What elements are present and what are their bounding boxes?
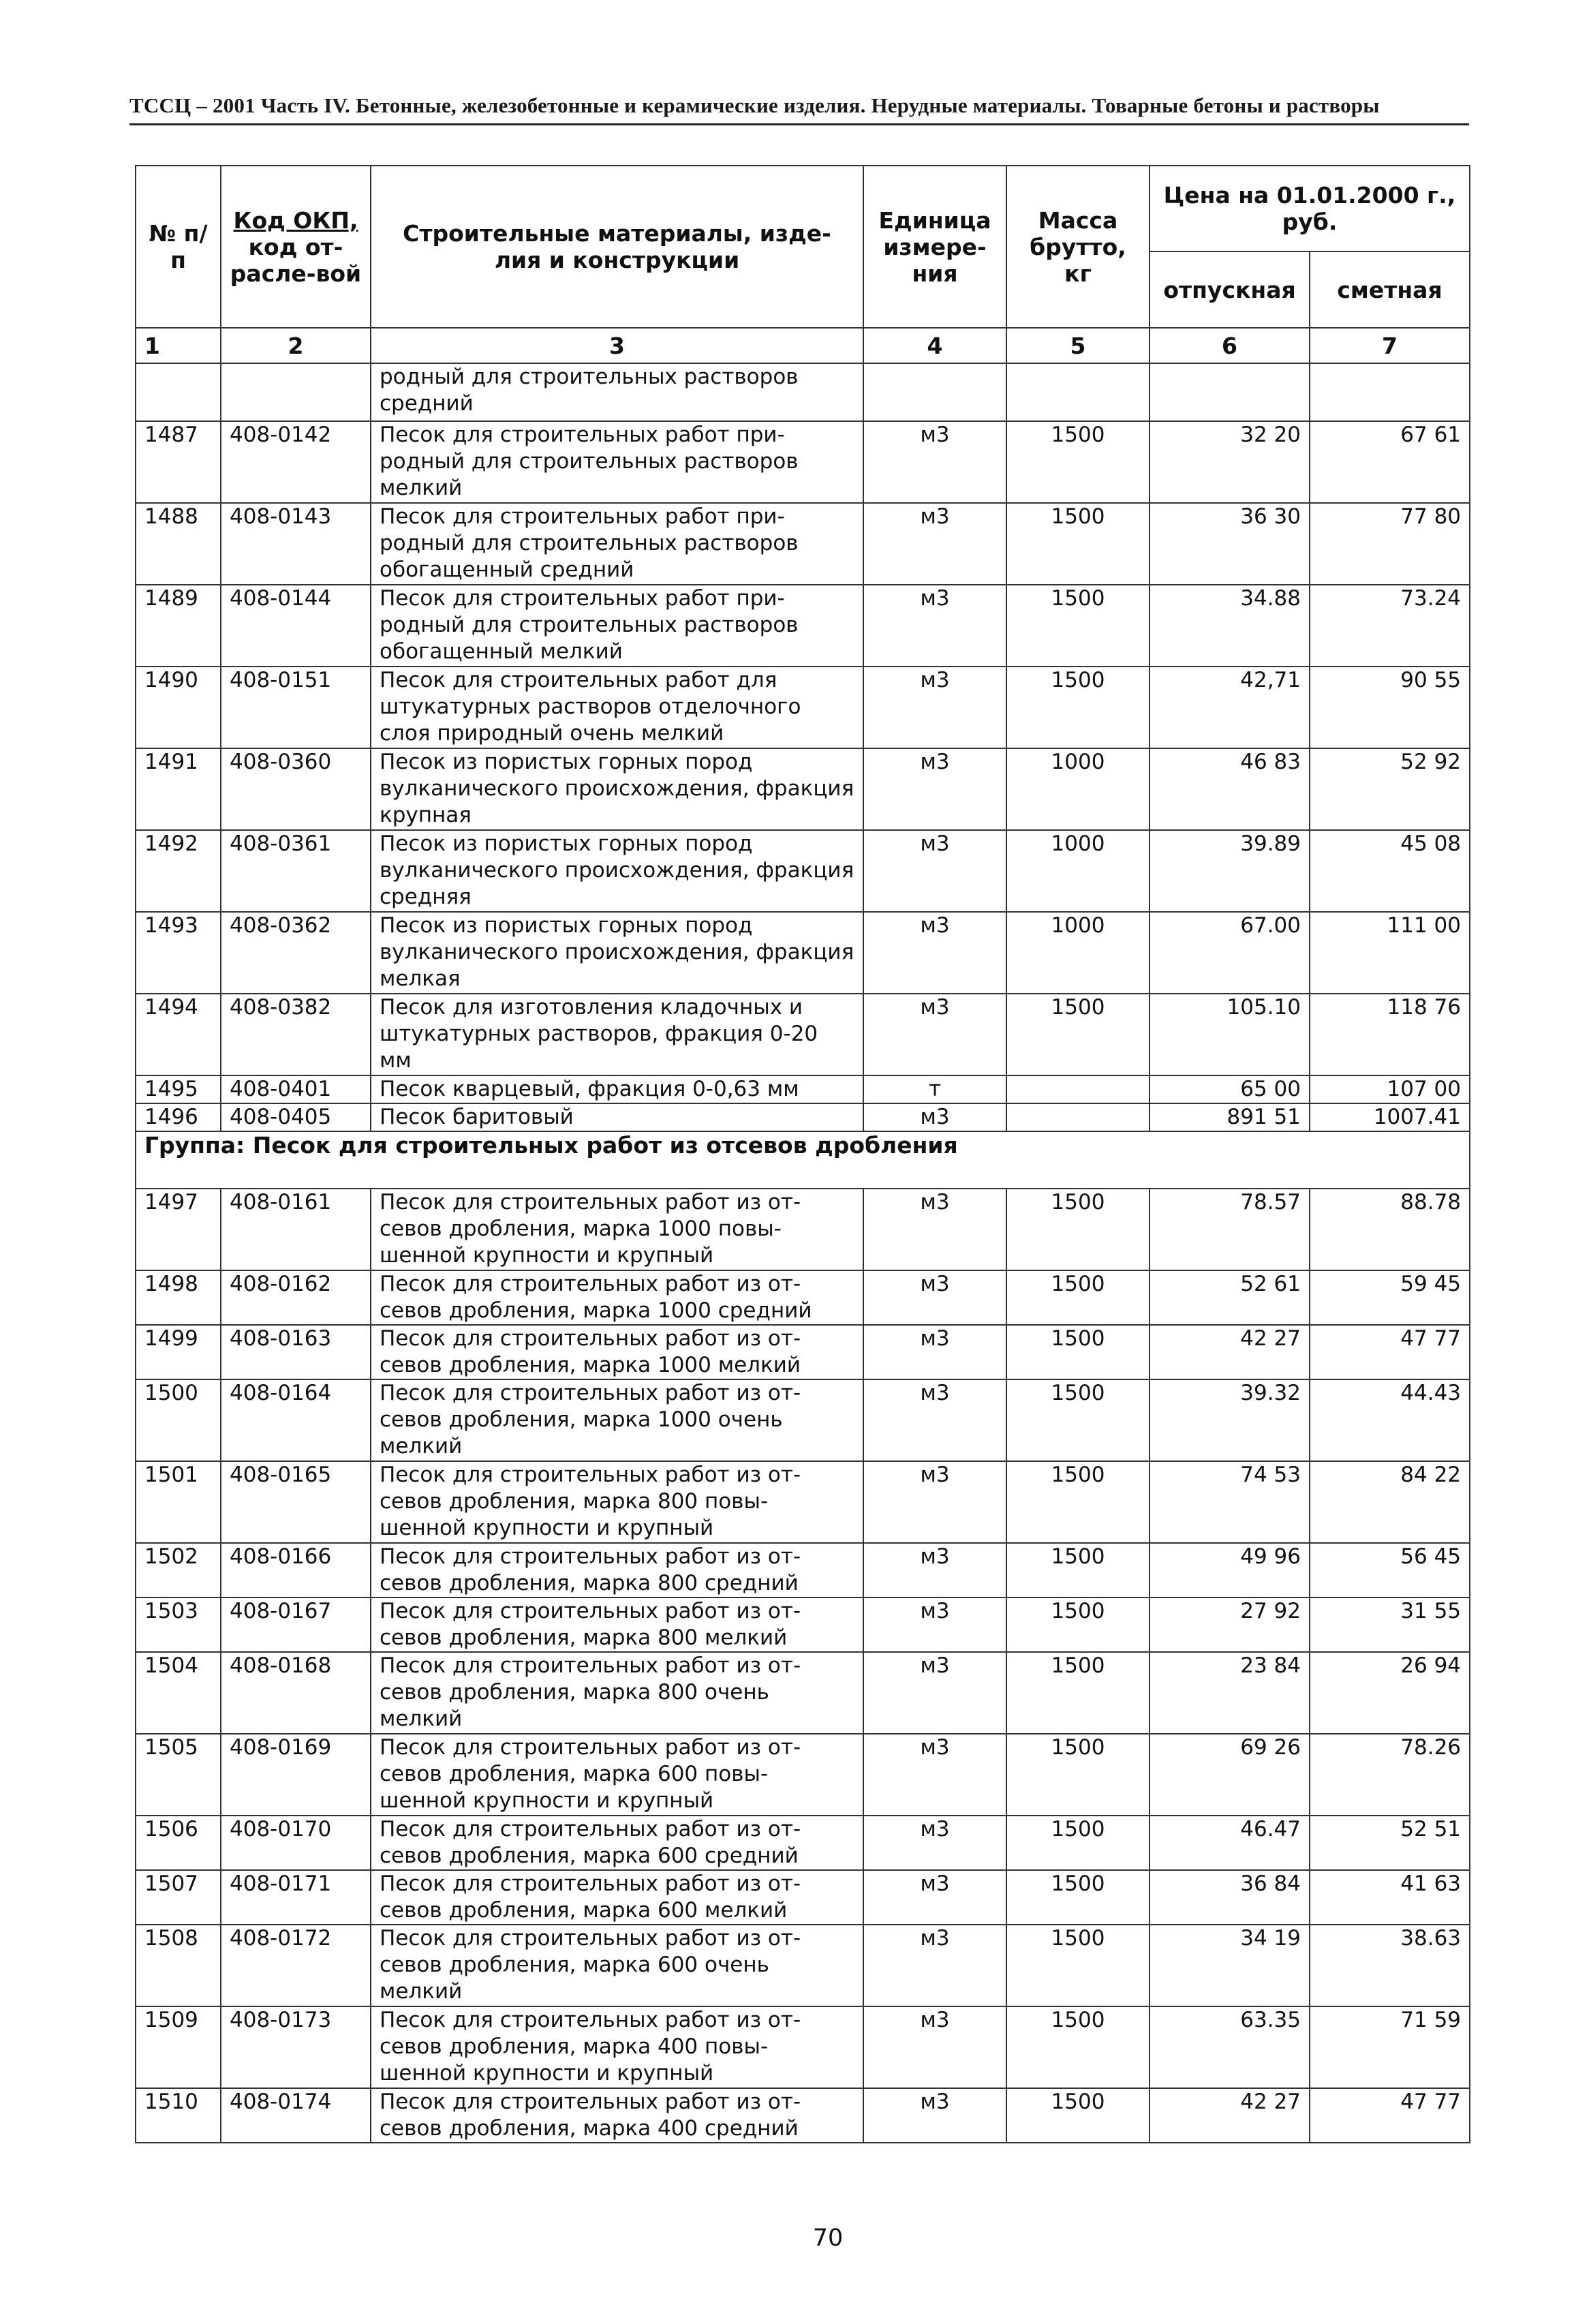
row-name: Песок для строительных работ из от-севов дробления, марка 1000 повы-шенной крупности и крупный — [371, 1189, 863, 1270]
row-mass: 1000 — [1006, 830, 1150, 912]
row-estimate-price: 77 80 — [1310, 503, 1470, 585]
row-name: Песок для строительных работ при-родный для строительных растворов мелкий — [371, 421, 863, 503]
column-number: 4 — [863, 328, 1006, 363]
row-unit: м3 — [863, 1870, 1006, 1925]
table-row — [136, 2006, 1470, 2088]
row-estimate-price: 47 77 — [1310, 2088, 1470, 2143]
row-number: 1497 — [136, 1189, 221, 1270]
col-header-unit: Единица измере-ния — [863, 166, 1006, 328]
continuation-row — [136, 363, 1470, 421]
row-code: 408-0162 — [221, 1270, 371, 1325]
table-row — [136, 1925, 1470, 2006]
row-mass: 1500 — [1006, 1734, 1150, 1816]
row-release-price: 34 19 — [1150, 1925, 1310, 2006]
table-row — [136, 994, 1470, 1075]
row-unit: м3 — [863, 830, 1006, 912]
row-mass: 1500 — [1006, 1816, 1150, 1870]
row-number: 1490 — [136, 667, 221, 748]
row-number: 1487 — [136, 421, 221, 503]
row-release-price: 36 84 — [1150, 1870, 1310, 1925]
row-code: 408-0171 — [221, 1870, 371, 1925]
row-release-price: 891 51 — [1150, 1103, 1310, 1131]
table-row — [136, 1103, 1470, 1131]
table-row — [136, 2088, 1470, 2143]
row-name: Песок из пористых горных пород вулканического происхождения, фракция крупная — [371, 748, 863, 830]
row-code: 408-0151 — [221, 667, 371, 748]
table-row — [136, 912, 1470, 994]
col-header-code — [221, 166, 371, 328]
row-estimate-price: 38.63 — [1310, 1925, 1470, 2006]
row-mass — [1006, 1075, 1150, 1103]
row-estimate-price: 59 45 — [1310, 1270, 1470, 1325]
row-estimate-price: 44.43 — [1310, 1379, 1470, 1461]
table-row — [136, 1270, 1470, 1325]
row-release-price: 46 83 — [1150, 748, 1310, 830]
row-name: Песок для строительных работ из от-севов дробления, марка 1000 средний — [371, 1270, 863, 1325]
header-rule — [129, 123, 1469, 125]
table-row — [136, 1543, 1470, 1597]
row-mass: 1500 — [1006, 994, 1150, 1075]
row-name: Песок для строительных работ из от-севов дробления, марка 1000 мелкий — [371, 1325, 863, 1379]
row-number: 1508 — [136, 1925, 221, 2006]
row-name: Песок из пористых горных пород вулканического происхождения, фракция мелкая — [371, 912, 863, 994]
row-unit: м3 — [863, 1103, 1006, 1131]
row-name: Песок для строительных работ при-родный для строительных растворов обогащенный мелкий — [371, 585, 863, 667]
table-row — [136, 1075, 1470, 1103]
row-release-price: 65 00 — [1150, 1075, 1310, 1103]
row-name: Песок для строительных работ из от-севов дробления, марка 400 средний — [371, 2088, 863, 2143]
row-mass: 1500 — [1006, 1325, 1150, 1379]
row-code: 408-0362 — [221, 912, 371, 994]
row-unit: м3 — [863, 748, 1006, 830]
column-number: 5 — [1006, 328, 1150, 363]
col-header-code-okp: Код ОКП, — [233, 207, 358, 234]
row-release-price: 67.00 — [1150, 912, 1310, 994]
row-estimate-price: 56 45 — [1310, 1543, 1470, 1597]
row-mass: 1500 — [1006, 1543, 1150, 1597]
row-code: 408-0401 — [221, 1075, 371, 1103]
row-release-price: 69 26 — [1150, 1734, 1310, 1816]
table-row — [136, 1189, 1470, 1270]
row-unit: м3 — [863, 1461, 1006, 1543]
table-row — [136, 1652, 1470, 1734]
row-unit: м3 — [863, 585, 1006, 667]
row-estimate-price: 41 63 — [1310, 1870, 1470, 1925]
row-unit: м3 — [863, 1379, 1006, 1461]
row-mass: 1500 — [1006, 1870, 1150, 1925]
table-row — [136, 1379, 1470, 1461]
row-name: Песок для изготовления кладочных и штукатурных растворов, фракция 0-20 мм — [371, 994, 863, 1075]
row-code: 408-0174 — [221, 2088, 371, 2143]
col-header-num: № п/п — [136, 166, 221, 328]
column-number: 7 — [1310, 328, 1470, 363]
row-code: 408-0166 — [221, 1543, 371, 1597]
row-code: 408-0172 — [221, 1925, 371, 2006]
row-name: Песок для строительных работ из от-севов дробления, марка 800 повы-шенной крупности и крупный — [371, 1461, 863, 1543]
col-header-code-branch: код от-расле-вой — [230, 233, 362, 287]
row-unit: м3 — [863, 1597, 1006, 1652]
row-number: 1498 — [136, 1270, 221, 1325]
row-estimate-price: 88.78 — [1310, 1189, 1470, 1270]
row-unit: м3 — [863, 1652, 1006, 1734]
row-mass: 1500 — [1006, 2006, 1150, 2088]
row-code: 408-0143 — [221, 503, 371, 585]
row-estimate-price: 71 59 — [1310, 2006, 1470, 2088]
row-estimate-price: 73.24 — [1310, 585, 1470, 667]
column-number: 3 — [371, 328, 863, 363]
table-row — [136, 667, 1470, 748]
row-name: Песок для строительных работ из от-севов дробления, марка 400 повы-шенной крупности и крупный — [371, 2006, 863, 2088]
row-mass: 1500 — [1006, 1379, 1150, 1461]
row-code: 408-0142 — [221, 421, 371, 503]
column-number: 1 — [136, 328, 221, 363]
table-row — [136, 1816, 1470, 1870]
row-number: 1491 — [136, 748, 221, 830]
row-name: Песок для строительных работ из от-севов дробления, марка 600 повы-шенной крупности и крупный — [371, 1734, 863, 1816]
row-number: 1502 — [136, 1543, 221, 1597]
row-name: Песок кварцевый, фракция 0-0,63 мм — [371, 1075, 863, 1103]
row-estimate-price: 26 94 — [1310, 1652, 1470, 1734]
row-code: 408-0169 — [221, 1734, 371, 1816]
row-unit: т — [863, 1075, 1006, 1103]
table-body-rows-b — [136, 1189, 1470, 2143]
row-mass: 1500 — [1006, 1270, 1150, 1325]
row-release-price: 42 27 — [1150, 2088, 1310, 2143]
table-row — [136, 1461, 1470, 1543]
row-code: 408-0163 — [221, 1325, 371, 1379]
row-unit: м3 — [863, 667, 1006, 748]
row-estimate-price: 107 00 — [1310, 1075, 1470, 1103]
row-release-price: 42,71 — [1150, 667, 1310, 748]
row-mass: 1500 — [1006, 1925, 1150, 2006]
row-estimate-price: 31 55 — [1310, 1597, 1470, 1652]
col-header-estimate-price: сметная — [1310, 251, 1470, 328]
row-release-price: 23 84 — [1150, 1652, 1310, 1734]
row-estimate-price: 90 55 — [1310, 667, 1470, 748]
row-mass: 1500 — [1006, 1597, 1150, 1652]
row-unit: м3 — [863, 1325, 1006, 1379]
continuation-text: родный для строительных растворов средний — [371, 363, 863, 421]
row-mass: 1500 — [1006, 585, 1150, 667]
row-number: 1505 — [136, 1734, 221, 1816]
table-row — [136, 503, 1470, 585]
row-estimate-price: 78.26 — [1310, 1734, 1470, 1816]
row-name: Песок для строительных работ из от-севов дробления, марка 800 мелкий — [371, 1597, 863, 1652]
row-unit: м3 — [863, 503, 1006, 585]
row-mass: 1500 — [1006, 667, 1150, 748]
row-unit: м3 — [863, 1925, 1006, 2006]
row-unit: м3 — [863, 2088, 1006, 2143]
row-release-price: 32 20 — [1150, 421, 1310, 503]
row-code: 408-0360 — [221, 748, 371, 830]
row-estimate-price: 52 51 — [1310, 1816, 1470, 1870]
table-row — [136, 1870, 1470, 1925]
row-estimate-price: 45 08 — [1310, 830, 1470, 912]
col-header-price: Цена на 01.01.2000 г., руб. — [1150, 166, 1470, 251]
row-estimate-price: 67 61 — [1310, 421, 1470, 503]
row-code: 408-0161 — [221, 1189, 371, 1270]
row-code: 408-0168 — [221, 1652, 371, 1734]
table-row — [136, 1734, 1470, 1816]
row-number: 1492 — [136, 830, 221, 912]
row-release-price: 63.35 — [1150, 2006, 1310, 2088]
row-code: 408-0361 — [221, 830, 371, 912]
row-mass: 1000 — [1006, 912, 1150, 994]
row-mass: 1500 — [1006, 1652, 1150, 1734]
table-row — [136, 830, 1470, 912]
running-header: ТССЦ – 2001 Часть IV. Бетонные, железобетонные и керамические изделия. Нерудные материалы. Товарные бетоны и растворы — [129, 93, 1380, 117]
row-estimate-price: 84 22 — [1310, 1461, 1470, 1543]
row-code: 408-0170 — [221, 1816, 371, 1870]
row-unit: м3 — [863, 421, 1006, 503]
col-header-release-price: отпускная — [1150, 251, 1310, 328]
row-number: 1495 — [136, 1075, 221, 1103]
price-table — [135, 165, 1470, 2143]
row-code: 408-0165 — [221, 1461, 371, 1543]
row-name: Песок для строительных работ из от-севов дробления, марка 800 очень мелкий — [371, 1652, 863, 1734]
page-number: 70 — [812, 2224, 844, 2252]
row-release-price: 49 96 — [1150, 1543, 1310, 1597]
row-release-price: 74 53 — [1150, 1461, 1310, 1543]
table-row — [136, 585, 1470, 667]
row-mass: 1500 — [1006, 1461, 1150, 1543]
row-unit: м3 — [863, 1189, 1006, 1270]
row-release-price: 42 27 — [1150, 1325, 1310, 1379]
column-number-row — [136, 328, 1470, 363]
row-code: 408-0164 — [221, 1379, 371, 1461]
row-code: 408-0405 — [221, 1103, 371, 1131]
row-number: 1507 — [136, 1870, 221, 1925]
row-release-price: 27 92 — [1150, 1597, 1310, 1652]
column-number: 6 — [1150, 328, 1310, 363]
row-release-price: 39.32 — [1150, 1379, 1310, 1461]
table-body-a — [136, 363, 1470, 421]
row-estimate-price: 118 76 — [1310, 994, 1470, 1075]
row-name: Песок для строительных работ при-родный для строительных растворов обогащенный средний — [371, 503, 863, 585]
row-release-price: 34.88 — [1150, 585, 1310, 667]
column-number: 2 — [221, 328, 371, 363]
col-header-mass: Масса брутто, кг — [1006, 166, 1150, 328]
row-name: Песок баритовый — [371, 1103, 863, 1131]
row-number: 1496 — [136, 1103, 221, 1131]
row-number: 1489 — [136, 585, 221, 667]
row-estimate-price: 47 77 — [1310, 1325, 1470, 1379]
row-unit: м3 — [863, 1734, 1006, 1816]
row-release-price: 39.89 — [1150, 830, 1310, 912]
table-row — [136, 421, 1470, 503]
table-row — [136, 1325, 1470, 1379]
row-number: 1510 — [136, 2088, 221, 2143]
row-mass: 1500 — [1006, 421, 1150, 503]
row-name: Песок для строительных работ из от-севов дробления, марка 1000 очень мелкий — [371, 1379, 863, 1461]
row-code: 408-0173 — [221, 2006, 371, 2088]
row-number: 1493 — [136, 912, 221, 994]
row-estimate-price: 111 00 — [1310, 912, 1470, 994]
row-number: 1494 — [136, 994, 221, 1075]
row-release-price: 46.47 — [1150, 1816, 1310, 1870]
row-unit: м3 — [863, 1270, 1006, 1325]
table-row — [136, 1597, 1470, 1652]
row-name: Песок для строительных работ из от-севов дробления, марка 600 средний — [371, 1816, 863, 1870]
row-code: 408-0167 — [221, 1597, 371, 1652]
row-mass — [1006, 1103, 1150, 1131]
row-name: Песок из пористых горных пород вулканического происхождения, фракция средняя — [371, 830, 863, 912]
row-release-price: 52 61 — [1150, 1270, 1310, 1325]
row-unit: м3 — [863, 912, 1006, 994]
col-header-name: Строительные материалы, изде-лия и конструкции — [371, 166, 863, 328]
row-mass: 1000 — [1006, 748, 1150, 830]
row-estimate-price: 1007.41 — [1310, 1103, 1470, 1131]
row-number: 1499 — [136, 1325, 221, 1379]
group-section — [136, 1131, 1470, 1189]
row-code: 408-0144 — [221, 585, 371, 667]
row-estimate-price: 52 92 — [1310, 748, 1470, 830]
row-unit: м3 — [863, 994, 1006, 1075]
row-release-price: 78.57 — [1150, 1189, 1310, 1270]
row-mass: 1500 — [1006, 1189, 1150, 1270]
row-unit: м3 — [863, 1543, 1006, 1597]
group-title: Группа: Песок для строительных работ из отсевов дробления — [136, 1131, 1470, 1189]
row-number: 1488 — [136, 503, 221, 585]
row-release-price: 105.10 — [1150, 994, 1310, 1075]
row-unit: м3 — [863, 1816, 1006, 1870]
row-name: Песок для строительных работ из от-севов дробления, марка 600 очень мелкий — [371, 1925, 863, 2006]
table-row — [136, 748, 1470, 830]
row-number: 1504 — [136, 1652, 221, 1734]
row-number: 1503 — [136, 1597, 221, 1652]
row-name: Песок для строительных работ для штукатурных растворов отделочного слоя природный очень мелкий — [371, 667, 863, 748]
row-number: 1501 — [136, 1461, 221, 1543]
group-row — [136, 1131, 1470, 1189]
row-mass: 1500 — [1006, 2088, 1150, 2143]
row-number: 1506 — [136, 1816, 221, 1870]
row-number: 1500 — [136, 1379, 221, 1461]
row-name: Песок для строительных работ из от-севов дробления, марка 600 мелкий — [371, 1870, 863, 1925]
row-release-price: 36 30 — [1150, 503, 1310, 585]
row-name: Песок для строительных работ из от-севов дробления, марка 800 средний — [371, 1543, 863, 1597]
table-body-rows-a — [136, 421, 1470, 1131]
row-code: 408-0382 — [221, 994, 371, 1075]
row-number: 1509 — [136, 2006, 221, 2088]
row-unit: м3 — [863, 2006, 1006, 2088]
row-mass: 1500 — [1006, 503, 1150, 585]
